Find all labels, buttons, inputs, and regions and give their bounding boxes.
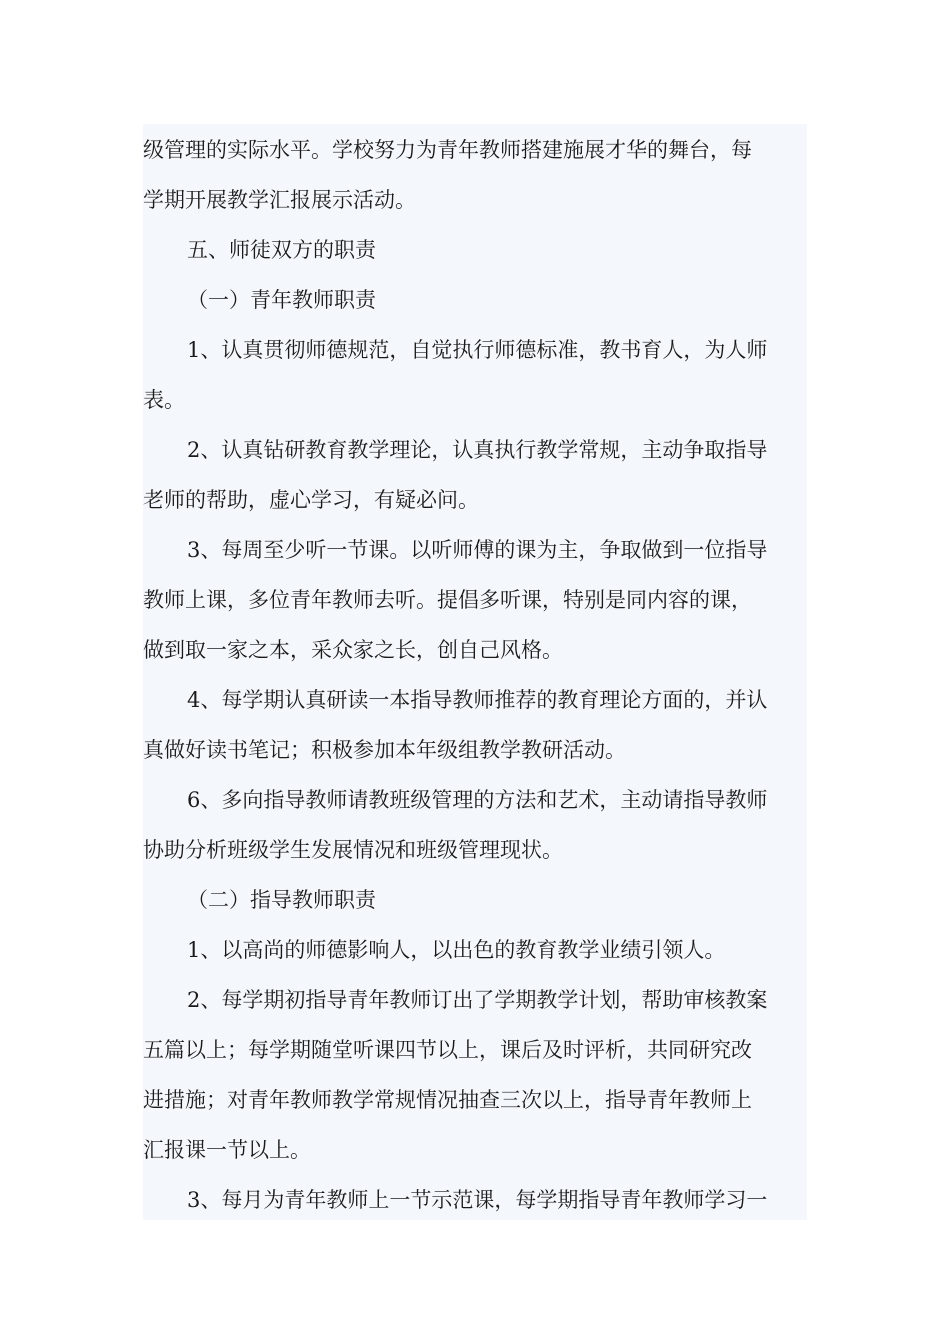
paragraph-line: 学期开展教学汇报展示活动。 bbox=[143, 188, 416, 212]
list-item-line: 进措施；对青年教师教学常规情况抽查三次以上，指导青年教师上 bbox=[143, 1088, 752, 1112]
list-item-line: 表。 bbox=[143, 388, 185, 412]
list-item-line: 协助分析班级学生发展情况和班级管理现状。 bbox=[143, 838, 563, 862]
list-item-line: 老师的帮助，虚心学习，有疑必问。 bbox=[143, 488, 479, 512]
subsection-heading: （一）青年教师职责 bbox=[187, 288, 376, 312]
list-item-line: 1、以高尚的师德影响人，以出色的教育教学业绩引领人。 bbox=[187, 938, 726, 962]
list-item-line: 做到取一家之本，采众家之长，创自己风格。 bbox=[143, 638, 563, 662]
section-heading: 五、师徒双方的职责 bbox=[187, 238, 376, 262]
list-item-line: 真做好读书笔记；积极参加本年级组教学教研活动。 bbox=[143, 738, 626, 762]
document-body bbox=[143, 124, 807, 1220]
list-item-line: 3、每周至少听一节课。以听师傅的课为主，争取做到一位指导 bbox=[187, 538, 768, 562]
list-item-line: 1、认真贯彻师德规范，自觉执行师德标准，教书育人，为人师 bbox=[187, 338, 768, 362]
list-item-line: 汇报课一节以上。 bbox=[143, 1138, 311, 1162]
list-item-line: 五篇以上；每学期随堂听课四节以上，课后及时评析，共同研究改 bbox=[143, 1038, 752, 1062]
subsection-heading: （二）指导教师职责 bbox=[187, 888, 376, 912]
list-item-line: 教师上课，多位青年教师去听。提倡多听课，特别是同内容的课， bbox=[143, 588, 752, 612]
list-item-line: 6、多向指导教师请教班级管理的方法和艺术，主动请指导教师 bbox=[187, 788, 768, 812]
list-item-line: 2、认真钻研教育教学理论，认真执行教学常规，主动争取指导 bbox=[187, 438, 768, 462]
list-item-line: 4、每学期认真研读一本指导教师推荐的教育理论方面的，并认 bbox=[187, 688, 768, 712]
list-item-line: 3、每月为青年教师上一节示范课，每学期指导青年教师学习一 bbox=[187, 1188, 768, 1212]
list-item-line: 2、每学期初指导青年教师订出了学期教学计划，帮助审核教案 bbox=[187, 988, 768, 1012]
paragraph-line: 级管理的实际水平。学校努力为青年教师搭建施展才华的舞台，每 bbox=[143, 138, 752, 162]
